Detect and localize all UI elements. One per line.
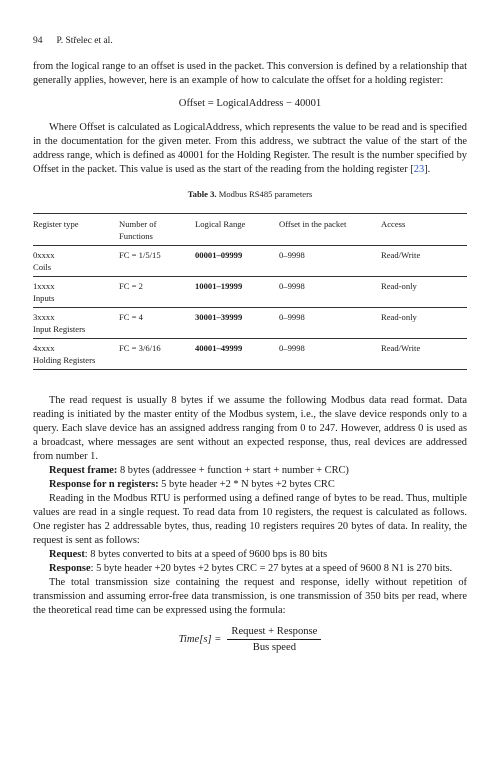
cell-functions: FC = 1/5/15 [116,246,192,277]
request-frame-text: 8 bytes (addressee + function + start + number + CRC) [117,465,349,476]
time-formula-fraction [227,626,321,653]
response-text: : 5 byte header +20 bytes +2 bytes CRC = 27 bytes at a speed of 9600 8 N1 is 270 bits. [90,563,453,574]
cell-register-type [33,277,116,308]
response-label: Response [49,563,91,574]
transmission-size-paragraph: The total transmission size containing the request and response, idelly without repetition of transmission and assuming error-free data transmission, is one transmission of 350 bits per read, where the theoretical read time can be expressed using the formula: [33,577,467,616]
cell-offset: 0–9998 [276,308,378,339]
response-registers-text: 5 byte header +2 * N bytes +2 bytes CRC [158,479,335,490]
table-caption [33,189,467,199]
response-registers-line [33,478,467,492]
request-frame-label: Request frame: [49,465,118,476]
running-authors: P. Střelec et al. [56,36,113,46]
offset-explanation-end: ]. [424,164,431,175]
offset-formula: Offset = LogicalAddress − 40001 [178,98,322,109]
running-header [33,36,467,50]
table-row [33,246,467,277]
table-row [33,277,467,308]
time-formula [33,626,467,653]
cell-logical-range: 30001–39999 [192,308,276,339]
request-label: Request [49,549,85,560]
register-code: 1xxxx [33,281,55,291]
response-registers-label: Response for n registers: [49,479,159,490]
cell-access: Read-only [378,308,467,339]
modbus-parameters-table [33,213,467,370]
register-name: Input Registers [33,324,86,334]
register-code: 3xxxx [33,312,55,322]
cell-register-type [33,339,116,370]
header-offset: Offset in the packet [276,214,378,246]
cell-logical-range: 00001–09999 [192,246,276,277]
cell-access: Read/Write [378,339,467,370]
header-access: Access [378,214,467,246]
cell-functions: FC = 2 [116,277,192,308]
cell-offset: 0–9998 [276,246,378,277]
rtu-reading-paragraph: Reading in the Modbus RTU is performed using a defined range of bytes to be read. Thus, multiple values are read in a single request. To read data from 10 registers, the request is calculated as follows. One register has 2 addressable bytes, thus, reading 10 registers requires 20 bytes of data. In reality, the request is sent as follows: [33,493,467,546]
time-formula-numerator: Request + Response [227,626,321,640]
request-frame-line [33,464,467,478]
cell-logical-range: 40001–49999 [192,339,276,370]
register-code: 0xxxx [33,250,55,260]
header-number-of-functions: Number of Functions [116,214,192,246]
offset-explanation-paragraph [33,121,467,177]
cell-offset: 0–9998 [276,277,378,308]
cell-access: Read-only [378,277,467,308]
citation-link[interactable]: 23 [413,164,425,175]
cell-functions: FC = 3/6/16 [116,339,192,370]
register-name: Inputs [33,293,55,303]
header-register-type: Register type [33,214,116,246]
register-name: Coils [33,262,52,272]
table-caption-text: Modbus RS485 parameters [218,189,313,199]
cell-register-type [33,308,116,339]
paper-page [33,36,467,653]
table-row [33,339,467,370]
time-formula-denominator: Bus speed [252,642,297,653]
request-bits-line [33,548,467,562]
cell-functions: FC = 4 [116,308,192,339]
cell-access: Read/Write [378,246,467,277]
page-number: 94 [33,36,43,46]
offset-explanation-text: Where Offset is calculated as LogicalAddress, which represents the value to be read and is specified in the documentation for the given meter. From this address, we subtract the value of the start of the address range, which is defined as 40001 for the Holding Register. The result is the number specified by Offset in the packet. This value is used as the start of the reading from the holding register [ [33,122,467,175]
header-logical-range: Logical Range [192,214,276,246]
register-code: 4xxxx [33,343,55,353]
table-label: Table 3. [187,189,217,199]
register-name: Holding Registers [33,355,96,365]
cell-register-type [33,246,116,277]
cell-offset: 0–9998 [276,339,378,370]
cell-logical-range: 10001–19999 [192,277,276,308]
table-header-row [33,214,467,246]
intro-paragraph: from the logical range to an offset is used in the packet. This conversion is defined by a relationship that generally applies, however, here is an example of how to calculate the offset for a holding register: [33,61,467,86]
response-bits-line [33,562,467,576]
time-formula-lhs: Time[s] = [178,634,222,645]
read-request-paragraph: The read request is usually 8 bytes if we assume the following Modbus data read format. Data reading is initiated by the master entity of the Modbus system, i.e., the slave device responds only to a query. Each slave device has an assigned address ranging from 0 to 247. However, address 0 is used as a broadcast, where messages are sent without an expected response, thus, real devices are addressed from number 1. [33,395,467,462]
request-text: : 8 bytes converted to bits at a speed of 9600 bps is 80 bits [84,549,328,560]
table-row [33,308,467,339]
